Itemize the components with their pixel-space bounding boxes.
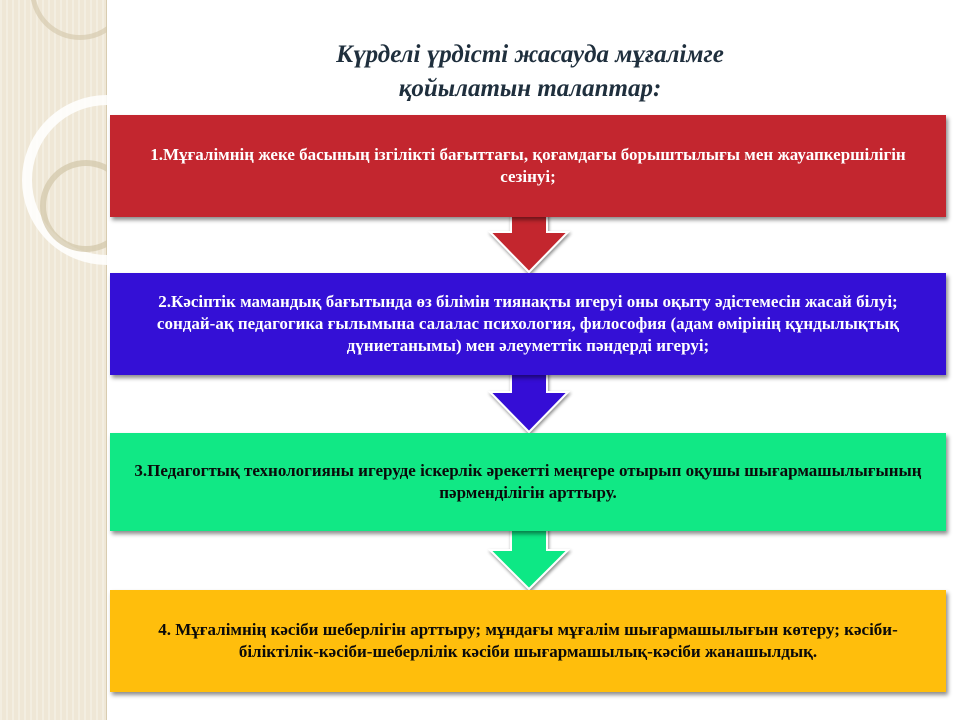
step-box-2: [110, 273, 946, 375]
step-text-1: 1.Мұғалімнің жеке басының ізгілікті бағыттағы, қоғамдағы борыштылығы мен жауапкершілігін сезінуі;: [150, 145, 906, 186]
step-text-4: 4. Мұғалімнің кәсіби шеберлігін арттыру; мұндағы мұғалім шығармашылығын көтеру; кәсіби-біліктілік-кәсіби-шеберлілік кәсіби шығармашылық-кәсіби жанашылдық.: [158, 620, 898, 661]
step-text-3: 3.Педагогтық технологияны игеруде іскерлік әрекетті меңгере отырып оқушы шығармашылығының пәрменділігін арттыру.: [134, 461, 922, 502]
step-box-4: [110, 590, 946, 692]
step-box-1: [110, 115, 946, 217]
slide-title-line-2: қойылатын талаптар:: [398, 75, 662, 102]
step-box-3: [110, 433, 946, 531]
slide-title-line-1: Күрделі үрдісті жасауда мұғалімге: [336, 41, 724, 68]
step-text-2: 2.Кәсіптік мамандық бағытында өз білімін тиянақты игеруі оны оқыту әдістемесін жасай білуі; сондай-ақ педагогика ғылымына салалас психология, философия (адам өмірінің құндылықтық дүниетанымы) мен әлеуметтік пәндерді игеруі;: [156, 292, 900, 355]
